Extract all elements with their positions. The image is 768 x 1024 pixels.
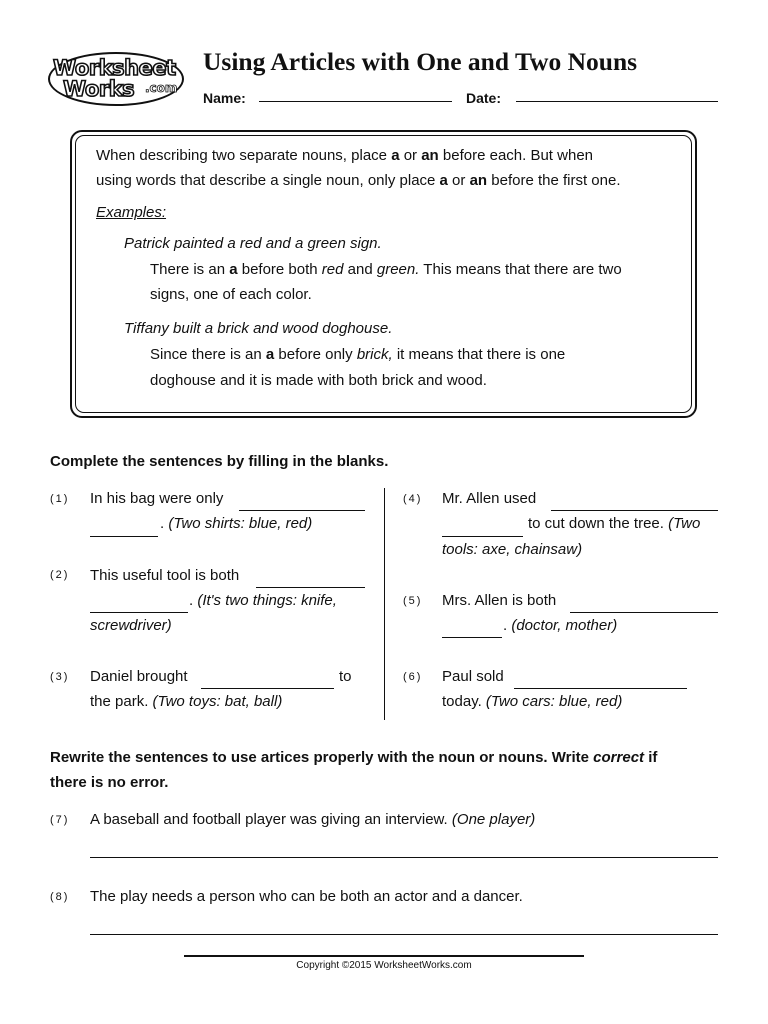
text: before the first one. xyxy=(487,172,621,189)
bold-an: an xyxy=(421,147,439,164)
section-2-heading-line-2: there is no error. xyxy=(50,774,169,791)
q8-text: The play needs a person who can be both an actor and a dancer. xyxy=(90,888,523,905)
name-field[interactable] xyxy=(259,101,452,102)
q1-hint: (Two shirts: blue, red) xyxy=(168,515,313,532)
text: . xyxy=(160,515,165,532)
q1-text-2 xyxy=(160,511,312,536)
q4-hint-2: tools: axe, chainsaw) xyxy=(442,541,583,558)
text: This means that there are two xyxy=(419,261,622,278)
logo-line1: Worksheet xyxy=(53,56,176,80)
bold-a: a xyxy=(391,147,400,164)
bold-a: a xyxy=(229,261,238,278)
q8-answer-line[interactable] xyxy=(90,934,718,935)
name-label: Name: xyxy=(203,90,246,106)
question-number-8: (8) xyxy=(50,891,70,903)
instruction-line-1 xyxy=(96,143,593,168)
text: it means that there is one xyxy=(392,346,566,363)
example-1-sentence: Patrick painted a red and a green sign. xyxy=(124,235,382,252)
q2-text-1: This useful tool is both xyxy=(90,567,240,584)
text: or xyxy=(447,172,470,189)
section-2-heading-line-1 xyxy=(50,745,657,770)
text: A baseball and football player was giving an interview. xyxy=(90,811,448,828)
question-number-5: (5) xyxy=(403,595,423,607)
page-title: Using Articles with One and Two Nouns xyxy=(203,47,638,76)
q4-hint: (Two xyxy=(668,515,701,532)
example-2-explanation-1 xyxy=(150,342,565,367)
italic-red: red xyxy=(321,261,344,278)
logo-line2: Works xyxy=(63,77,135,101)
date-label: Date: xyxy=(466,90,502,106)
q2-text-2 xyxy=(189,588,337,613)
text: using words that describe a single noun, only place xyxy=(96,172,440,189)
copyright: Copyright ©2015 WorksheetWorks.com xyxy=(296,960,472,971)
q5-text-1: Mrs. Allen is both xyxy=(442,592,557,609)
italic-brick: brick, xyxy=(356,346,393,363)
text: before both xyxy=(237,261,322,278)
question-number-7: (7) xyxy=(50,814,70,826)
text: before only xyxy=(274,346,357,363)
example-2-sentence: Tiffany built a brick and wood doghouse. xyxy=(124,320,393,337)
instruction-line-2 xyxy=(96,168,621,193)
q7-hint: (One player) xyxy=(451,811,536,828)
footer-divider xyxy=(184,955,584,957)
q1-blank-2[interactable] xyxy=(90,536,158,537)
text: When describing two separate nouns, place xyxy=(96,147,392,164)
text: or xyxy=(399,147,422,164)
text: Since there is an xyxy=(150,346,266,363)
column-divider xyxy=(384,488,385,720)
text: to cut down the tree. xyxy=(528,515,664,532)
section-1-heading: Complete the sentences by filling in the blanks. xyxy=(50,453,389,470)
question-number-3: (3) xyxy=(50,671,70,683)
text: before each. But when xyxy=(438,147,594,164)
text: . xyxy=(503,617,508,634)
text: if xyxy=(644,749,658,766)
q3-text-2: to xyxy=(339,668,352,685)
example-2-explanation-2: doghouse and it is made with both brick and wood. xyxy=(150,372,487,389)
question-number-4: (4) xyxy=(403,493,423,505)
q7-answer-line[interactable] xyxy=(90,857,718,858)
example-1-explanation-2: signs, one of each color. xyxy=(150,286,312,303)
q5-text-2 xyxy=(503,613,617,638)
text: and xyxy=(343,261,377,278)
q5-blank-2[interactable] xyxy=(442,637,502,638)
q4-text-2 xyxy=(528,511,700,536)
q2-hint: (It's two things: knife, xyxy=(197,592,337,609)
q3-text-1: Daniel brought xyxy=(90,668,188,685)
q7-text xyxy=(90,807,535,832)
text: There is an xyxy=(150,261,230,278)
question-number-1: (1) xyxy=(50,493,70,505)
q2-hint-2: screwdriver) xyxy=(90,617,172,634)
q4-text-1: Mr. Allen used xyxy=(442,490,537,507)
example-1-explanation-1 xyxy=(150,257,622,282)
q3-text-3 xyxy=(90,689,282,714)
bold-a: a xyxy=(439,172,448,189)
date-field[interactable] xyxy=(516,101,718,102)
bold-an: an xyxy=(469,172,488,189)
text: . xyxy=(189,592,194,609)
text: Rewrite the sentences to use artices properly with the noun or nouns. Write xyxy=(50,749,594,766)
q6-text-1: Paul sold xyxy=(442,668,504,685)
question-number-6: (6) xyxy=(403,671,423,683)
logo-suffix: .com xyxy=(145,81,178,95)
text: today. xyxy=(442,693,482,710)
q1-text-1: In his bag were only xyxy=(90,490,224,507)
italic-correct: correct xyxy=(593,749,645,766)
q3-hint: (Two toys: bat, ball) xyxy=(152,693,283,710)
q6-hint: (Two cars: blue, red) xyxy=(485,693,623,710)
worksheetworks-logo xyxy=(48,52,188,110)
q5-hint: (doctor, mother) xyxy=(511,617,618,634)
italic-green: green. xyxy=(376,261,420,278)
text: the park. xyxy=(90,693,149,710)
examples-label: Examples: xyxy=(96,204,167,221)
q6-text-2 xyxy=(442,689,622,714)
bold-a: a xyxy=(265,346,275,363)
question-number-2: (2) xyxy=(50,569,70,581)
